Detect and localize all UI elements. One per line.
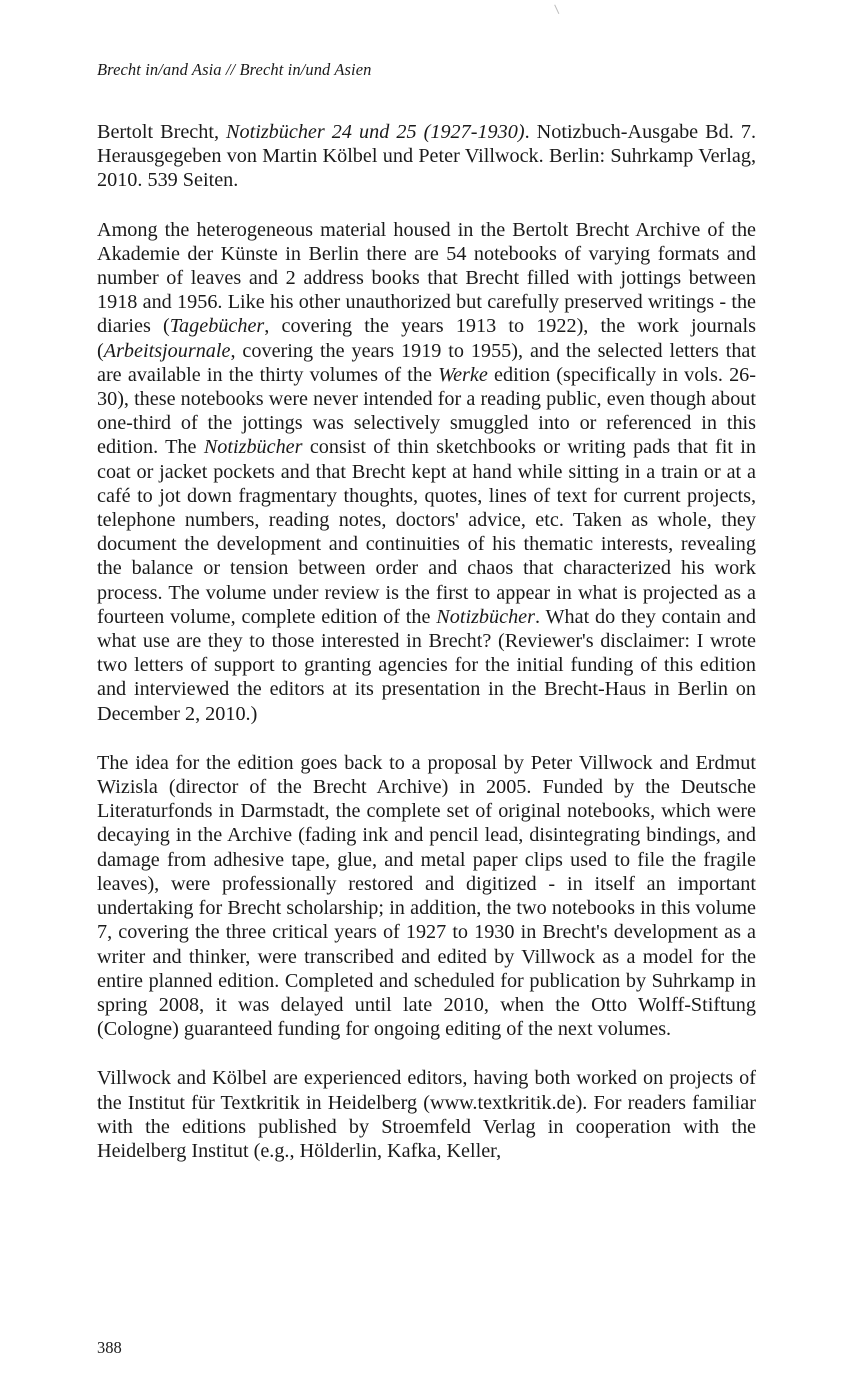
text-run: . What do they contain and what use are they to those interested in Brecht? (Reviewer's disclaimer: I wrote two letters of support to granting agencies for the initial funding of this edition and interviewed the editors at its presentation in the Brecht-Haus in Berlin on December 2, 2010.) <box>97 605 756 725</box>
text-run: Bertolt Brecht, <box>97 121 227 143</box>
text-run: Among the heterogeneous material housed in the Bertolt Brecht Archive of the Akademie der Künste in Berlin there are 54 notebooks of varying formats and number of leaves and 2 address books that Brecht filled with jottings between 1918 and 1956. Like his other unauthorized but carefully preserved writings - the diaries ( <box>97 218 756 338</box>
body-paragraph <box>97 218 756 726</box>
italic-text: Werke <box>438 363 488 386</box>
paper-mark <box>554 2 565 14</box>
page-number: 388 <box>97 1338 122 1357</box>
text-run: consist of thin sketchbooks or writing pads that fit in coat or jacket pockets and that Brecht kept at hand while sitting in a train or at a café to jot down fragmentary thoughts, quotes, lines of text for current projects, telephone numbers, reading notes, doctors' advice, etc. Taken as whole, they document the development and continuities of his thematic interests, revealing the balance or tension between order and chaos that characterized his work process. The volume under review is the first to appear in what is projected as a fourteen volume, complete edition of the <box>97 436 757 628</box>
text-run: edition (specifically in vols. 26-30), these notebooks were never intended for a reading public, even though about one-third of the jottings was selectively smuggled into or referenced in this edition. The <box>97 363 756 459</box>
text-run: Villwock and Kölbel are experienced editors, having both worked on projects of the Institut für Textkritik in Heidelberg (www.textkritik.de). For readers familiar with the editions published by Stroemfeld Verlag in cooperation with the Heidelberg Institut (e.g., Hölderlin, Kafka, Keller, <box>97 1067 756 1162</box>
italic-text: Arbeitsjournale <box>103 339 231 362</box>
italic-text: Tagebücher <box>169 315 265 338</box>
text-run: The idea for the edition goes back to a proposal by Peter Villwock and Erdmut Wizisla (director of the Brecht Archive) in 2005. Funded by the Deutsche Literaturfonds in Darmstadt, the complete set of original notebooks, which were decaying in the Archive (fading ink and pencil lead, disintegrating bindings, and damage from adhesive tape, glue, and metal paper clips used to file the fragile leaves), were professionally restored and digitized - in itself an important undertaking for Brecht scholarship; in addition, the two notebooks in this volume 7, covering the three critical years of 1927 to 1930 in Brecht's development as a writer and thinker, were transcribed and edited by Villwock as a model for the entire planned edition. Completed and scheduled for publication by Suhrkamp in spring 2008, it was delayed until late 2010, when the Otto Wolff-Stiftung (Cologne) guaranteed funding for ongoing editing of the next volumes. <box>97 751 756 1041</box>
italic-text: Notizbücher 24 und 25 (1927-1930) <box>226 121 525 143</box>
body-paragraph <box>97 751 756 1041</box>
italic-text: Notizbücher <box>436 605 535 628</box>
text-run: . Notizbuch-Ausgabe Bd. 7. Herausgegeben von Martin Kölbel und Peter Villwock. Berlin: Suhrkamp Verlag, 2010. 539 Seiten. <box>97 121 756 192</box>
citation-paragraph <box>97 120 756 193</box>
italic-text: Notizbücher <box>203 436 303 459</box>
body-paragraph <box>97 1066 756 1163</box>
article-body <box>97 120 756 1163</box>
running-head: Brecht in/and Asia // Brecht in/und Asien <box>97 60 372 79</box>
text-run: , covering the years 1919 to 1955), and the selected letters that are available in the thirty volumes of the <box>97 339 756 386</box>
text-run: , covering the years 1913 to 1922), the work journals ( <box>97 315 756 362</box>
